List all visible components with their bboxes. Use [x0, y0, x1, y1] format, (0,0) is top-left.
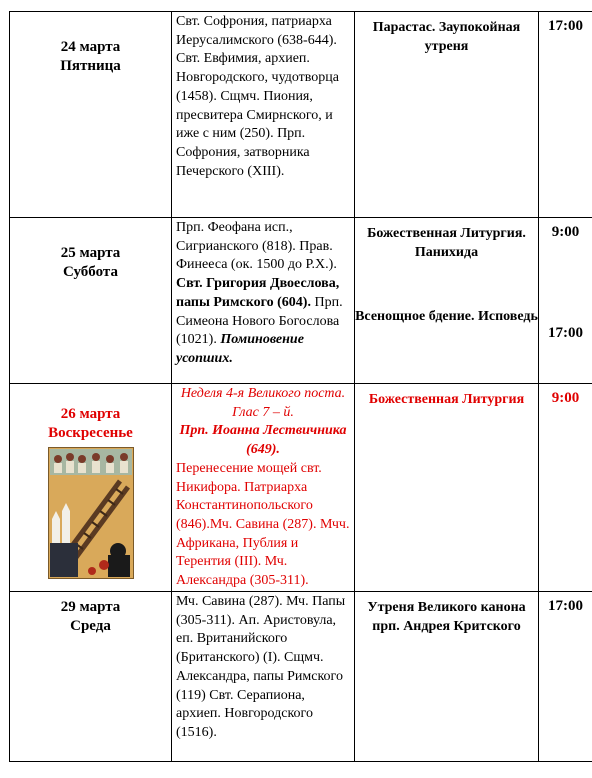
weekday: Воскресенье: [48, 425, 133, 441]
saints-text: Прп. Симеона Нового Богослова (1021).: [176, 294, 343, 348]
time-cell: [539, 384, 592, 592]
service-name: Парастас. Заупокойная утреня: [372, 20, 521, 54]
service-name: Всенощное бдение. Исповедь: [355, 309, 538, 324]
service-time: 9:00: [551, 224, 580, 240]
schedule-table: [9, 11, 592, 762]
date: 24 марта: [60, 39, 121, 55]
time-cell: [539, 12, 592, 218]
table-row: [10, 12, 592, 218]
date-cell: [10, 592, 172, 762]
service-cell: [355, 592, 539, 762]
service-name: Утреня Великого канона прп. Андрея Критского: [367, 600, 526, 634]
service-time: 17:00: [548, 325, 583, 341]
saints-text: Свт. Софрония, патриарха Иерусалимского (638-644). Свт. Евфимия, архиеп. Новгородского, чудотворца (1458). Сщмч. Пиония, пресвитера Смирнского, и иже с ним (250). Прп. Софрония, затворника Печерского (XIII).: [176, 14, 339, 179]
saints-text: Прп. Феофана исп., Сигрианского (818). Прав. Финееса (ок. 1500 до Р.Х.).: [176, 220, 337, 273]
saints-cell: [172, 384, 355, 592]
saints-cell: [172, 218, 355, 384]
saints-text: Мч. Савина (287). Мч. Папы (305-311). Ап. Аристовула, еп. Вританийского (Британского) (I). Сщмч. Александра, папы Римского (119) Свт. Серапиона, архиеп. Новгородского (1516).: [176, 594, 346, 740]
date-cell: [10, 12, 172, 218]
service-cell: [355, 218, 539, 384]
date-cell: [10, 384, 172, 592]
table-row: [10, 218, 592, 384]
service-cell: [355, 12, 539, 218]
service-cell: [355, 384, 539, 592]
ladder-icon: [48, 447, 134, 579]
weekday: Среда: [70, 618, 111, 634]
date: 25 марта: [60, 245, 121, 261]
commemoration: Поминовение усопших.: [176, 332, 304, 366]
date-cell: [10, 218, 172, 384]
weekday: Суббота: [63, 264, 118, 280]
time-cell: [539, 218, 592, 384]
week-label: Неделя 4-я Великого поста. Глас 7 – й.: [180, 386, 346, 420]
date: 26 марта: [60, 406, 121, 422]
service-time: 9:00: [551, 390, 580, 406]
date: 29 марта: [60, 599, 121, 615]
saints-cell: [172, 12, 355, 218]
saints-cell: [172, 592, 355, 762]
service-name: Божественная Литургия: [368, 392, 525, 407]
saints-text: Перенесение мощей свт. Никифора. Патриарха Константинопольского (846).Мч. Савина (287). Мчч. Африкана, Публия и Терентия (III). Мч. Александра (305-311).: [176, 460, 350, 589]
saints-bold: Свт. Григория Двоеслова, папы Римского (604).: [176, 276, 340, 310]
service-time: 17:00: [548, 598, 583, 614]
weekday: Пятница: [60, 58, 121, 74]
table-row: [10, 384, 592, 592]
table-row: [10, 592, 592, 762]
time-cell: [539, 592, 592, 762]
feast-name: Прп. Иоанна Лествичника (649).: [179, 423, 347, 458]
service-name: Божественная Литургия. Панихида: [367, 226, 526, 260]
service-time: 17:00: [548, 18, 583, 34]
